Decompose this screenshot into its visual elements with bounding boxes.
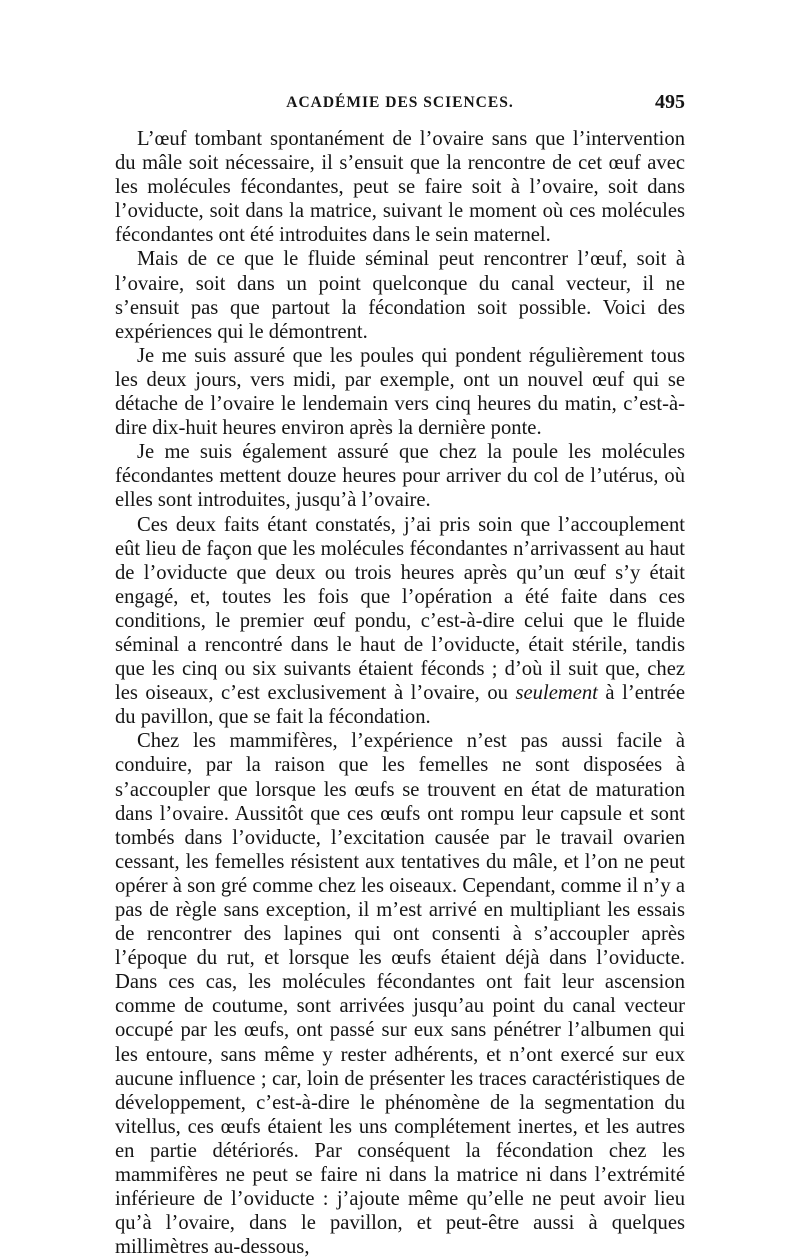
paragraph-6: Chez les mammifères, l’expérience n’est pas aussi facile à conduire, par la raison que les femelles ne sont disposées à s’accoupler que lorsque les œufs se trouvent en état de maturation dans l’ovaire. Aussitôt que ces œufs ont rompu leur capsule et sont tombés dans l’oviducte, l’excitation causée par le travail ovarien cessant, les femelles résistent aux tentatives du mâle, et l’on ne peut opérer à son gré comme chez les oiseaux. Cependant, comme il n’y a pas de règle sans exception, il m’est arrivé en multipliant les essais de rencontrer des lapines qui ont consenti à s’accoupler après l’époque du rut, et lorsque les œufs étaient déjà dans l’oviducte. Dans ces cas, les molécules fécondantes ont fait leur ascension comme de coutume, sont arrivées jusqu’au point du canal vecteur occupé par les œufs, ont passé sur eux sans pénétrer l’albumen qui les entoure, sans même y rester adhérents, et n’ont exercé sur eux aucune influence ; car, loin de présenter les traces caractéristiques de développement, c’est-à-dire le phénomène de la segmentation du vitellus, ces œufs étaient les uns complétement inertes, et les autres en partie détériorés. Par conséquent la fécondation chez les mammifères ne peut se faire ni dans la matrice ni dans l’extrémité inférieure de l’oviducte : j’ajoute même qu’elle ne peut avoir lieu qu’à l’ovaire, dans le pavillon, et peut-être aussi à quelques millimètres au-dessous, — [115, 730, 685, 1259]
paragraph-5 — [115, 513, 685, 730]
paragraph-5-text-end: à l’entrée du pavillon, que se fait la fécondation. — [115, 682, 685, 729]
paragraph-3: Je me suis assuré que les poules qui pondent régulièrement tous les deux jours, vers midi, par exemple, ont un nouvel œuf qui se détache de l’ovaire le lendemain vers cinq heures du matin, c’est-à-dire dix-huit heures environ après la dernière ponte. — [115, 344, 685, 440]
page-header — [115, 91, 685, 118]
emphasized-word: seulement — [515, 682, 598, 705]
page-number: 495 — [655, 91, 685, 113]
paragraph-1: L’œuf tombant spontanément de l’ovaire sans que l’intervention du mâle soit nécessaire, il s’ensuit que la rencontre de cet œuf avec les molécules fécondantes, peut se faire soit à l’ovaire, soit dans l’oviducte, soit dans la matrice, suivant le moment où ces molécules fécondantes ont été introduites dans le sein maternel. — [115, 128, 685, 247]
paragraph-2: Mais de ce que le fluide séminal peut rencontrer l’œuf, soit à l’ovaire, soit dans un point quelconque du canal vecteur, il ne s’ensuit pas que partout la fécondation soit possible. Voici des expériences qui le démontrent. — [115, 248, 685, 343]
paragraph-4: Je me suis également assuré que chez la poule les molécules fécondantes mettent douze heures pour arriver du col de l’utérus, où elles sont introduites, jusqu’à l’ovaire. — [115, 441, 685, 512]
paragraph-5-text-start: Ces deux faits étant constatés, j’ai pris soin que l’accouplement eût lieu de façon que les molécules fécondantes n’arrivassent au haut de l’oviducte que deux ou trois heures après qu’un œuf s’y était engagé, et, toutes les fois que l’opération a été faite dans ces conditions, le premier œuf pondu, c’est-à-dire celui que le fluide séminal a rencontré dans le haut de l’oviducte, était stérile, tandis que les cinq ou six suivants étaient féconds ; d’où il suit que, chez les oiseaux, c’est exclusivement à l’ovaire, ou — [115, 513, 685, 705]
body-text — [115, 127, 685, 1259]
running-title: ACADÉMIE DES SCIENCES. — [286, 94, 514, 111]
